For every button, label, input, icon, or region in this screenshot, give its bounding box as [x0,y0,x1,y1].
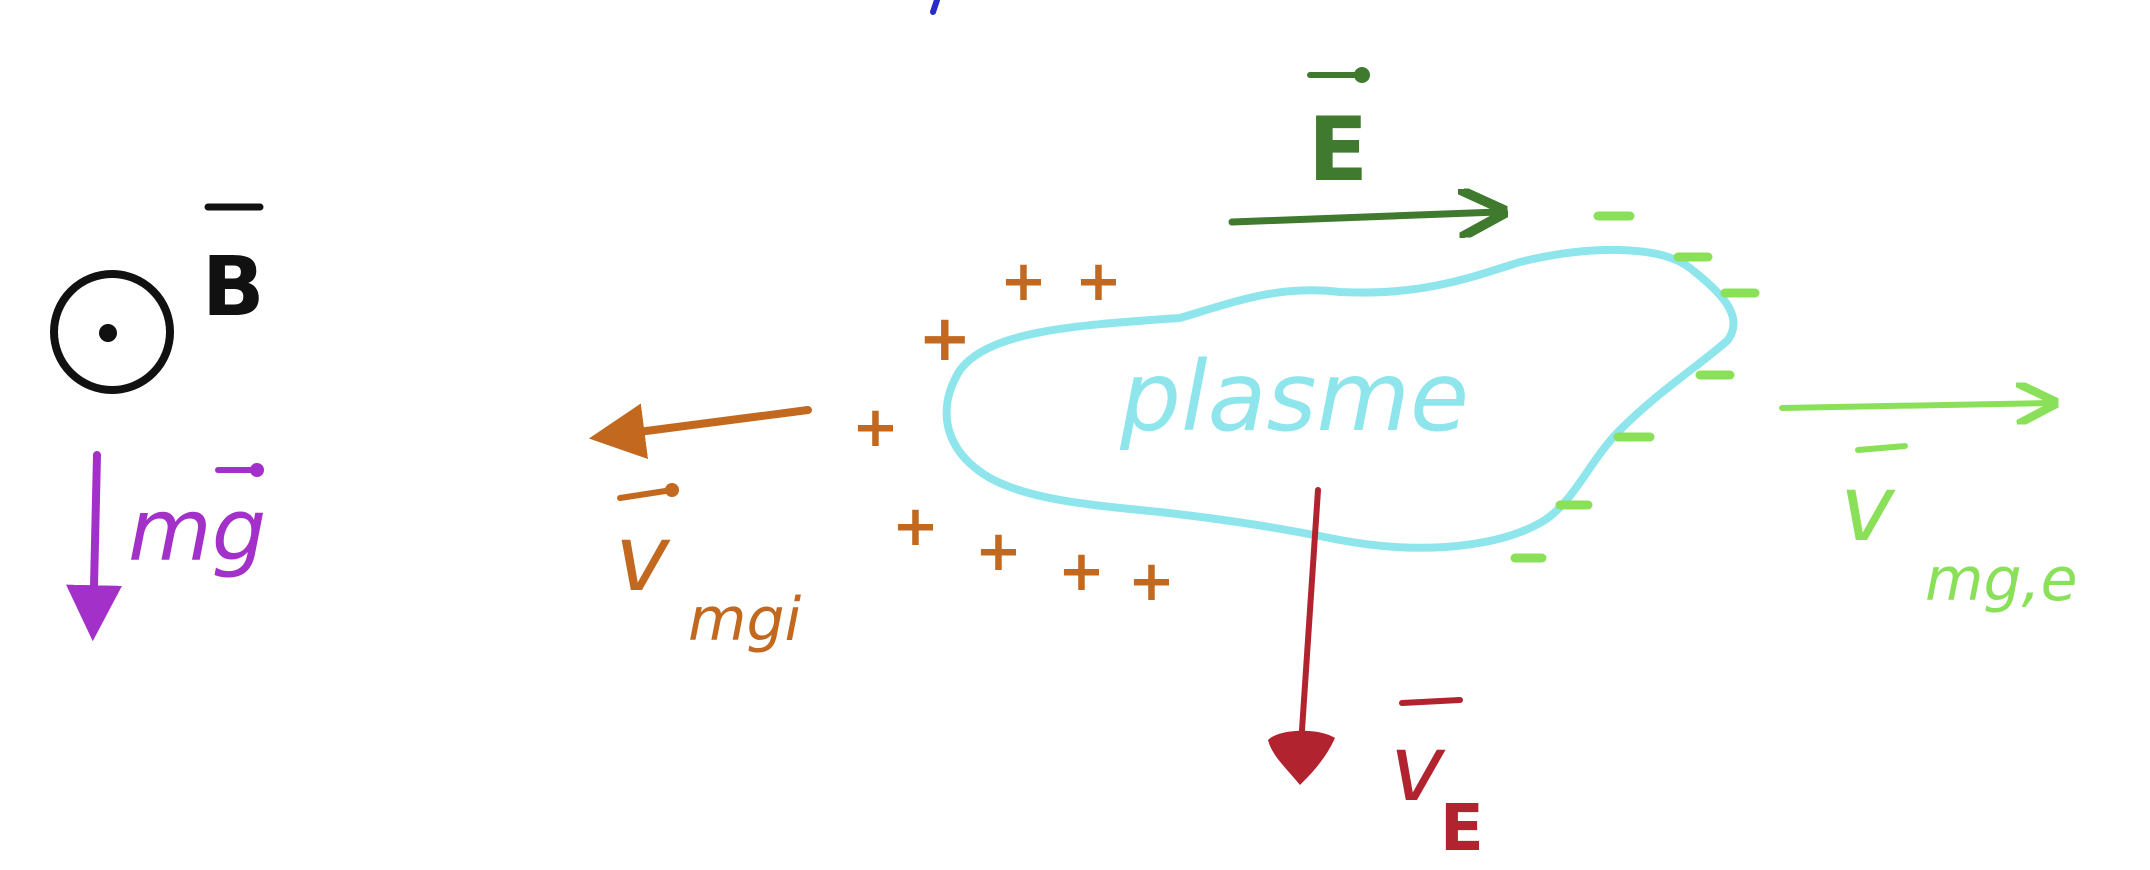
exb-drift-label: v [1390,715,1445,822]
electron-drift-group [1782,403,2078,615]
electron-drift-subscript: mg,e [1925,545,2078,615]
gravity-group [93,455,266,630]
positive-charge: + [892,494,939,559]
exb-drift-arrow [1302,490,1318,730]
positive-charge: + [852,395,899,460]
electron-drift-label: v [1840,455,1895,562]
ion-drift-vector-bar [620,490,672,498]
exb-drift-vector-bar [1402,700,1460,703]
electron-drift-arrow [1782,403,2050,408]
b-field-label: B [202,240,265,335]
electric-field-label: E [1308,98,1369,201]
ion-drift-label: v [615,505,670,612]
exb-drift-arrowhead [1268,731,1335,785]
negative-charges [1515,216,1755,558]
plasma-group [947,250,1734,548]
b-field-dot-icon [99,324,117,342]
top-pen-mark [933,0,937,12]
exb-drift-subscript: E [1440,792,1484,866]
ion-drift-subscript: mgi [688,585,802,655]
positive-charge: + [918,302,972,376]
gravity-label: mg [128,481,267,581]
electric-field-group [1232,67,1498,222]
magnetic-field-group [54,207,265,390]
plasma-label: plasme [1120,341,1470,453]
positive-charge: + [1000,249,1047,314]
gravity-arrow [93,455,97,630]
positive-charge: + [1128,549,1175,614]
positive-charge: + [1075,249,1122,314]
e-vector-dot [1354,67,1370,83]
ion-drift-group [600,410,808,655]
positive-charge: + [975,519,1022,584]
ion-drift-vector-dot [665,483,679,497]
electron-drift-vector-bar [1858,446,1905,450]
electric-field-arrow [1232,212,1498,222]
ion-drift-arrow [600,410,808,437]
gravity-vector-dot [250,463,264,477]
positive-charge: + [1058,539,1105,604]
